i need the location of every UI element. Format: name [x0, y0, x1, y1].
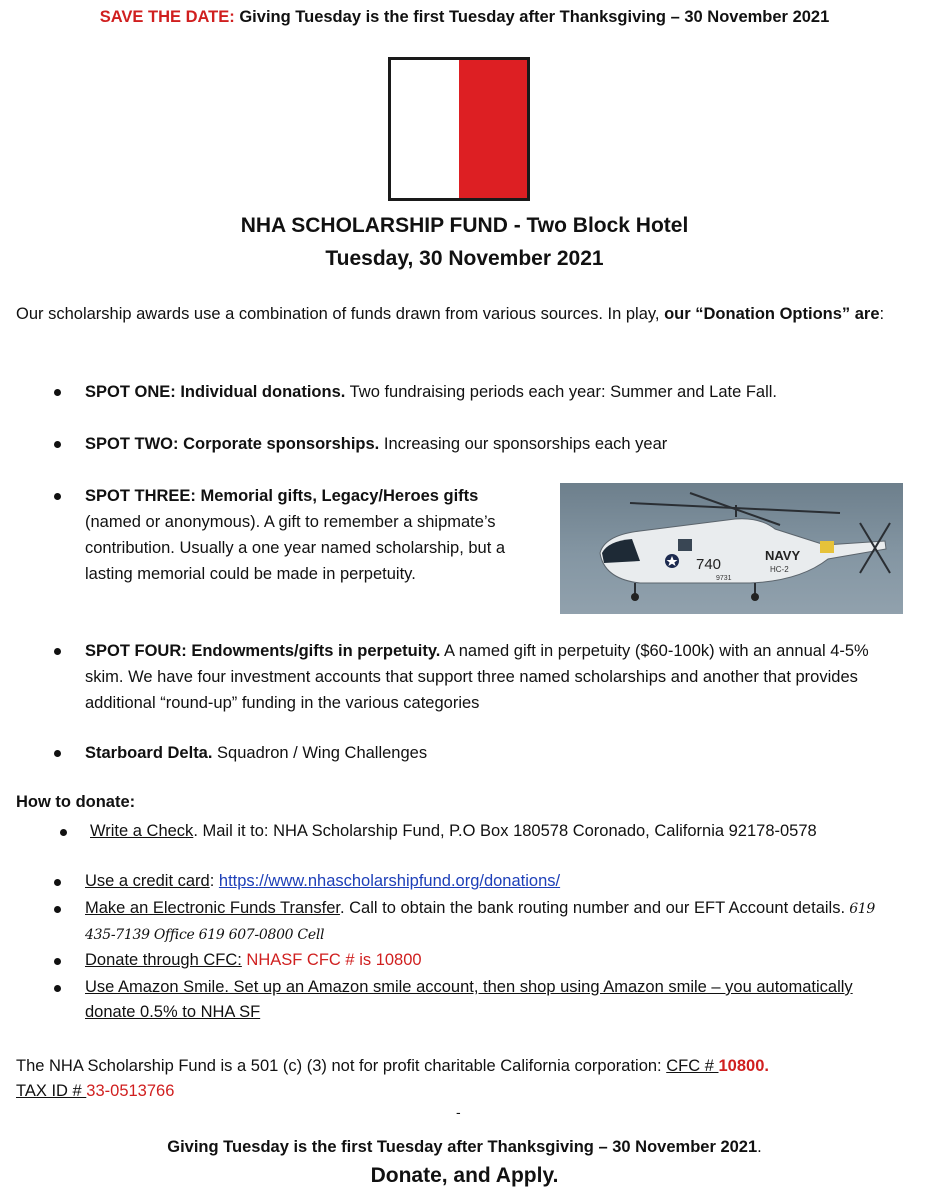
phone-numbers: 619 435-7139 Office 619 607-0800 Cell	[85, 901, 876, 943]
option-spot-two	[85, 431, 905, 457]
giving-tuesday-period: .	[757, 1138, 762, 1156]
giving-tuesday-footer	[0, 1138, 929, 1157]
option-title: SPOT FOUR: Endowments/gifts in perpetuity.	[85, 642, 441, 660]
donate-item-text: . Mail it to: NHA Scholarship Fund, P.O Box 180578 Coronado, California 92178-0578	[193, 822, 817, 840]
donate-item-text: . Call to obtain the bank routing number and our EFT Account details.	[339, 899, 846, 917]
option-text: A named gift in perpetuity ($60-100k) with an annual 4-5% skim. We have four investment accounts that support three named scholarships and another that provides additional “round-up” funding in the various categories	[85, 642, 869, 712]
intro-text: Our scholarship awards use a combination of funds drawn from various sources. In play,	[16, 305, 665, 323]
flag-red-half	[459, 60, 527, 198]
donate-item-check	[90, 819, 895, 844]
donate-item-credit-card	[85, 869, 895, 894]
donate-item-sep: :	[209, 872, 219, 890]
option-title: SPOT TWO: Corporate sponsorships.	[85, 435, 380, 453]
bullet-icon	[54, 879, 61, 886]
option-starboard-delta	[85, 740, 905, 766]
donations-url-link[interactable]: https://www.nhascholarshipfund.org/donations/	[218, 872, 561, 890]
heli-serial: 9731	[716, 575, 732, 582]
option-spot-three	[85, 483, 541, 587]
how-to-donate-heading: How to donate:	[16, 793, 136, 811]
write-check-link[interactable]: Write a Check	[90, 822, 194, 840]
intro-end: :	[879, 305, 885, 323]
bullet-icon	[54, 750, 61, 757]
bullet-icon	[54, 648, 61, 655]
option-title: Starboard Delta.	[85, 744, 213, 762]
flag-white-half	[391, 60, 459, 198]
option-text: Two fundraising periods each year: Summer and Late Fall.	[345, 383, 778, 401]
bullet-icon	[54, 441, 61, 448]
tax-id-label: TAX ID #	[16, 1082, 87, 1100]
donate-item-eft	[85, 896, 900, 948]
save-the-date-banner	[0, 8, 929, 27]
option-text: (named or anonymous). A gift to remember a shipmate’s contribution. Usually a one year named scholarship, but a lasting memorial could be made in perpetuity.	[85, 513, 506, 583]
nonprofit-text: The NHA Scholarship Fund is a 501 (c) (3) not for profit charitable California corporation:	[16, 1057, 667, 1075]
option-spot-one	[85, 379, 905, 405]
bullet-icon	[54, 906, 61, 913]
option-title: SPOT ONE: Individual donations.	[85, 383, 346, 401]
cfc-link[interactable]: Donate through CFC:	[85, 951, 242, 969]
bullet-icon	[54, 958, 61, 965]
intro-bold: our “Donation Options” are	[664, 305, 880, 323]
heli-unit: HC-2	[770, 565, 789, 574]
bullet-icon	[60, 829, 67, 836]
separator-dash: -	[456, 1104, 461, 1120]
tax-id-value: 33-0513766	[86, 1082, 175, 1100]
option-title: SPOT THREE: Memorial gifts, Legacy/Heroes gifts	[85, 487, 479, 505]
heli-navy: NAVY	[765, 548, 801, 563]
page-date: Tuesday, 30 November 2021	[325, 247, 604, 270]
bullet-icon	[54, 985, 61, 992]
donate-item-cfc	[85, 948, 895, 973]
nonprofit-statement	[16, 1054, 911, 1104]
heli-number: 740	[696, 556, 722, 573]
option-text: Squadron / Wing Challenges	[212, 744, 428, 762]
donate-and-apply: Donate, and Apply.	[370, 1164, 559, 1187]
bullet-icon	[54, 493, 61, 500]
bullet-icon	[54, 389, 61, 396]
cfc-number: NHASF CFC # is 10800	[241, 951, 422, 969]
helicopter-photo	[560, 483, 903, 614]
intro-paragraph	[16, 302, 911, 327]
option-text: Increasing our sponsorships each year	[379, 435, 668, 453]
hotel-signal-flag	[388, 57, 530, 201]
option-spot-four	[85, 638, 885, 716]
page-title: NHA SCHOLARSHIP FUND - Two Block Hotel	[240, 214, 689, 237]
save-the-date-text: Giving Tuesday is the first Tuesday after Thanksgiving – 30 November 2021	[234, 8, 830, 26]
helicopter-illustration	[560, 483, 903, 614]
cfc-value: 10800.	[718, 1057, 769, 1075]
save-the-date-label: SAVE THE DATE:	[99, 8, 235, 26]
giving-tuesday-text: Giving Tuesday is the first Tuesday after Thanksgiving – 30 November 2021	[167, 1138, 758, 1156]
cfc-label: CFC #	[666, 1057, 719, 1075]
donate-item-amazon[interactable]: Use Amazon Smile. Set up an Amazon smile account, then shop using Amazon smile – you automatically donate 0.5% to NHA SF	[85, 978, 853, 1021]
eft-link[interactable]: Make an Electronic Funds Transfer	[85, 899, 340, 917]
credit-card-link[interactable]: Use a credit card	[85, 872, 210, 890]
